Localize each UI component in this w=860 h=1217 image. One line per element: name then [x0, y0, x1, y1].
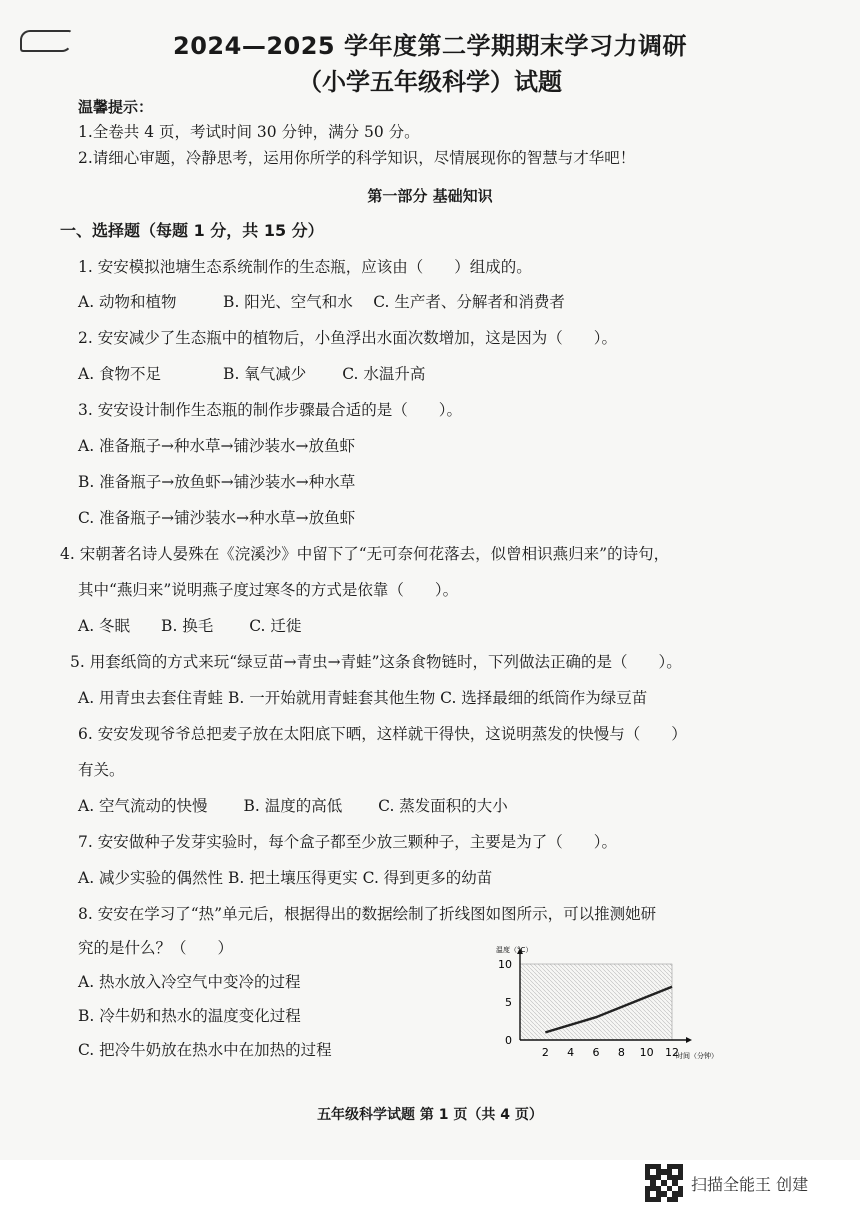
exam-subtitle: （小学五年级科学）试题 [298, 68, 562, 96]
exam-title: 2024—2025 学年度第二学期期末学习力调研 [173, 32, 687, 60]
question-line: 4. 宋朝著名诗人晏殊在《浣溪沙》中留下了“无可奈何花落去，似曾相识燕归来”的诗句， [60, 545, 670, 563]
question-line: 3. 安安设计制作生态瓶的制作步骤最合适的是（ ）。 [78, 401, 462, 419]
question-line: 其中“燕归来”说明燕子度过寒冬的方式是依靠（ ）。 [78, 581, 459, 599]
option-line: C. 准备瓶子→铺沙装水→种水草→放鱼虾 [78, 509, 356, 527]
scanner-watermark [645, 1160, 845, 1206]
y-tick-label: 5 [505, 996, 512, 1009]
choice-heading: 一、选择题（每题 1 分，共 15 分） [60, 221, 324, 240]
tip-line: 1.全卷共 4 页，考试时间 30 分钟，满分 50 分。 [78, 123, 420, 141]
x-axis-label: 时间（分钟） [676, 1052, 718, 1060]
x-tick-label: 2 [541, 1046, 549, 1059]
x-tick-label: 4 [567, 1046, 575, 1059]
x-axis-arrow [686, 1037, 692, 1043]
question-line: 究的是什么？（ ） [78, 939, 234, 957]
tip-line: 2.请细心审题，冷静思考，运用你所学的科学知识，尽情展现你的智慧与才华吧！ [78, 149, 636, 167]
x-tick-label: 8 [617, 1046, 625, 1059]
question-line: 2. 安安减少了生态瓶中的植物后，小鱼浮出水面次数增加，这是因为（ ）。 [78, 329, 617, 347]
scanner-label: 扫描全能王 创建 [691, 1174, 809, 1194]
option-line: C. 把冷牛奶放在热水中在加热的过程 [78, 1041, 332, 1059]
option-line: A. 食物不足 B. 氧气减少 C. 水温升高 [78, 365, 426, 383]
option-line: A. 用青虫去套住青蛙 B. 一开始就用青蛙套其他生物 C. 选择最细的纸筒作为绿豆苗 [78, 689, 648, 707]
y-axis-label: 温度（°C） [496, 946, 533, 954]
question-line: 5. 用套纸筒的方式来玩“绿豆苗→青虫→青蛙”这条食物链时，下列做法正确的是（ ）。 [70, 653, 682, 671]
question-line: 6. 安安发现爷爷总把麦子放在太阳底下晒，这样就干得快，这说明蒸发的快慢与（ ） [78, 725, 687, 743]
question-line: 1. 安安模拟池塘生态系统制作的生态瓶，应该由（ ）组成的。 [78, 258, 532, 276]
x-tick-label: 6 [592, 1046, 600, 1059]
option-line: A. 空气流动的快慢 B. 温度的高低 C. 蒸发面积的大小 [78, 797, 508, 815]
tips-heading: 温馨提示： [78, 98, 154, 116]
plot-area [520, 964, 672, 1040]
page-footer: 五年级科学试题 第 1 页（共 4 页） [317, 1107, 543, 1123]
x-tick-label: 10 [639, 1046, 654, 1059]
qr-code-icon [645, 1164, 683, 1202]
option-line: B. 冷牛奶和热水的温度变化过程 [78, 1007, 301, 1025]
question-line: 有关。 [78, 761, 125, 779]
option-line: A. 动物和植物 B. 阳光、空气和水 C. 生产者、分解者和消费者 [78, 293, 565, 311]
option-line: A. 准备瓶子→种水草→铺沙装水→放鱼虾 [78, 437, 356, 455]
question-line: 8. 安安在学习了“热”单元后，根据得出的数据绘制了折线图如图所示，可以推测她研 [78, 905, 657, 923]
option-line: B. 准备瓶子→放鱼虾→铺沙装水→种水草 [78, 473, 356, 491]
y-tick-label: 10 [498, 958, 512, 971]
option-line: A. 热水放入冷空气中变冷的过程 [78, 973, 301, 991]
option-line: A. 减少实验的偶然性 B. 把土壤压得更实 C. 得到更多的幼苗 [78, 869, 493, 887]
section-title: 第一部分 基础知识 [367, 187, 493, 205]
x-tick-label: 12 [665, 1046, 679, 1059]
temperature-line-chart [482, 940, 718, 1070]
option-line: A. 冬眠 B. 换毛 C. 迁徙 [78, 617, 302, 635]
y-tick-label: 0 [505, 1034, 512, 1047]
question-line: 7. 安安做种子发芽实验时，每个盒子都至少放三颗种子，主要是为了（ ）。 [78, 833, 617, 851]
